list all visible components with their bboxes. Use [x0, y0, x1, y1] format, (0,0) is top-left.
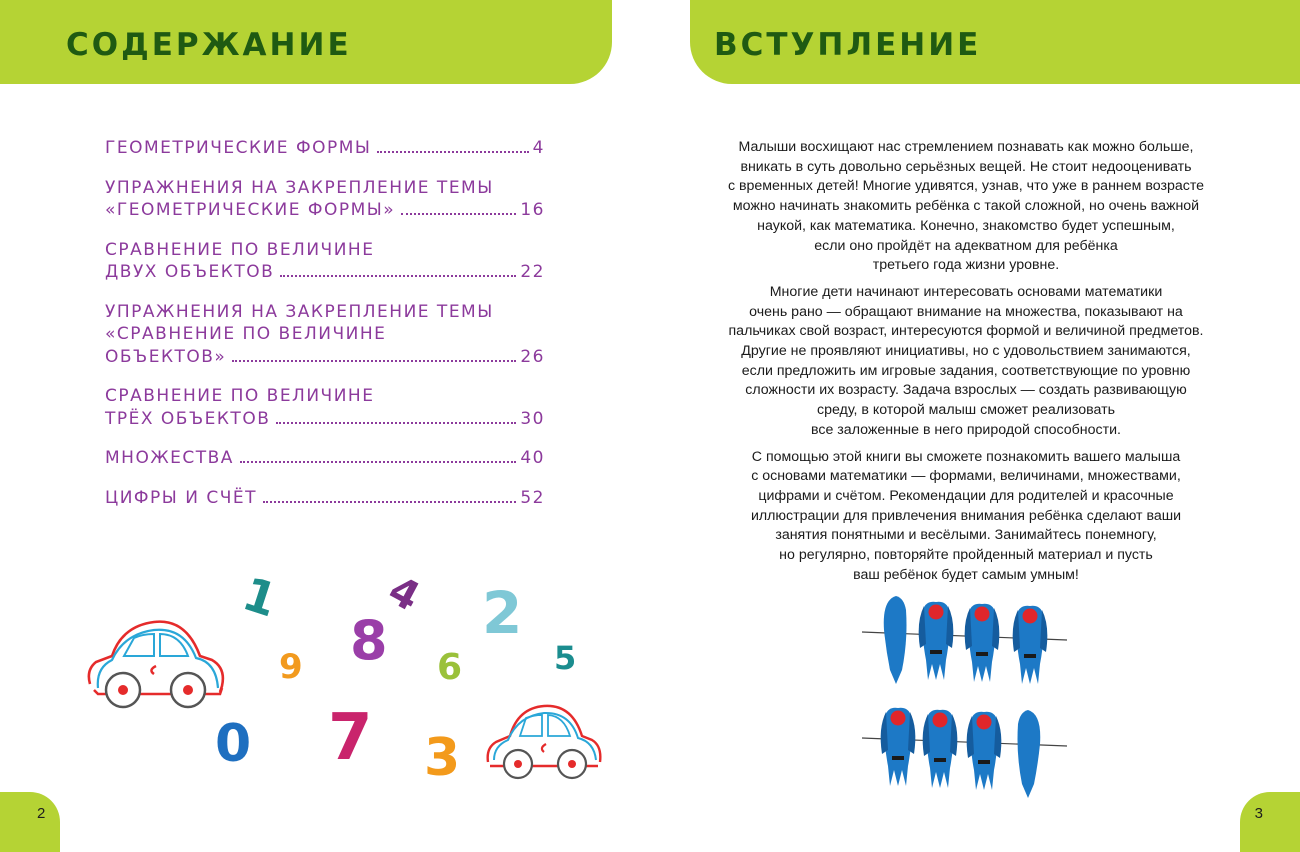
digit-0: 0 [215, 714, 252, 774]
intro-line: ваш ребёнок будет самым умным! [853, 566, 1079, 583]
intro-line: но регулярно, повторяйте пройденный материал и пусть [779, 547, 1153, 564]
toc-entry-title: УПРАЖНЕНИЯ НА ЗАКРЕПЛЕНИЕ ТЕМЫ [105, 301, 494, 322]
toc-entry-line [105, 346, 545, 369]
toc-dot-leader [232, 360, 516, 362]
left-header-band [0, 0, 612, 84]
page-number-left-text: 2 [37, 805, 46, 822]
toc-entry-line [105, 137, 545, 160]
toc-page-number: 52 [520, 487, 545, 508]
toc-entry-title: «СРАВНЕНИЕ ПО ВЕЛИЧИНЕ [105, 324, 387, 344]
toc-dot-leader [377, 151, 528, 153]
toc-dot-leader [276, 422, 516, 424]
car-illustration-left [84, 612, 229, 714]
intro-line: наукой, как математика. Конечно, знакомство будет успешным, [757, 217, 1175, 234]
intro-line: третьего года жизни уровне. [872, 257, 1060, 274]
intro-line: Малыши восхищают нас стремлением познавать как можно больше, [738, 139, 1194, 155]
intro-line: можно начинать знакомить ребёнка с такой сложной, но очень важной [732, 198, 1200, 215]
intro-line: все заложенные в него природой способности. [811, 421, 1121, 438]
intro-line: Другие не проявляют инициативы, но с удовольствием занимаются, [741, 343, 1191, 360]
car-illustration-right [484, 700, 604, 782]
toc-entry[interactable] [105, 137, 545, 160]
toc-entry-line [105, 199, 545, 222]
toc-page-number: 22 [520, 262, 545, 282]
toc-entry[interactable] [105, 177, 545, 222]
intro-line: пальчиках свой возраст, интересуются формой и величиной предметов. [728, 323, 1204, 340]
digit-5: 5 [554, 639, 577, 677]
toc-entry-line [105, 323, 545, 346]
toc-page-number: 16 [520, 200, 545, 220]
intro-line: среду, в которой малыш сможет реализовать [816, 402, 1116, 419]
toc-entry-title: ЦИФРЫ И СЧЁТ [105, 487, 257, 508]
toc-entry[interactable] [105, 447, 545, 470]
intro-line: занятия понятными и весёлыми. Занимайтесь понемногу, [775, 527, 1157, 544]
intro-line: сложности их возрасту. Задача взрослых — создать развивающую [745, 382, 1187, 399]
intro-line: иллюстрации для привлечения внимания ребёнка сделают ваши [750, 507, 1182, 524]
digit-1: 1 [236, 566, 284, 628]
digit-7: 7 [328, 701, 373, 775]
toc-dot-leader [263, 501, 516, 503]
toc-entry-line [105, 385, 545, 408]
toc-entry-title: «ГЕОМЕТРИЧЕСКИЕ ФОРМЫ» [105, 200, 396, 220]
intro-line: С помощью этой книги вы сможете познакомить вашего малыша [751, 448, 1181, 465]
toc-entry-title: УПРАЖНЕНИЯ НА ЗАКРЕПЛЕНИЕ ТЕМЫ [105, 177, 494, 198]
toc-entry-line [105, 487, 545, 510]
intro-line: с основами математики — формами, величинами, множествами, [751, 468, 1181, 485]
toc-entry-title: СРАВНЕНИЕ ПО ВЕЛИЧИНЕ [105, 239, 375, 260]
toc-entry-line [105, 447, 545, 470]
digit-4: 4 [380, 567, 428, 621]
toc-entry-line [105, 239, 545, 262]
intro-line: очень рано — обращают внимание на множества, показывают на [749, 303, 1183, 320]
toc-entry-title: ГЕОМЕТРИЧЕСКИЕ ФОРМЫ [105, 138, 372, 158]
digit-8: 8 [350, 609, 388, 672]
toc-entry-line [105, 261, 545, 284]
right-header-band [690, 0, 1300, 84]
swallows-on-wire-illustration [862, 590, 1067, 790]
intro-paragraph [706, 448, 1226, 586]
toc-page-number: 30 [520, 408, 545, 429]
intro-line: цифрами и счётом. Рекомендации для родителей и красочные [758, 487, 1174, 504]
introduction-text [706, 138, 1226, 592]
intro-line: если оно пройдёт на адекватном для ребёнка [814, 237, 1118, 254]
digit-9: 9 [279, 647, 303, 687]
toc-dot-leader [401, 213, 516, 215]
table-of-contents [105, 137, 545, 509]
toc-entry[interactable] [105, 385, 545, 430]
intro-line: если предложить им игровые задания, соответствующие по уровню [741, 362, 1191, 379]
toc-entry[interactable] [105, 487, 545, 510]
toc-page-number: 40 [520, 448, 545, 468]
intro-line: с временных детей! Многие удивятся, узнав, что уже в раннем возрасте [727, 178, 1205, 195]
contents-title: СОДЕРЖАНИЕ [66, 27, 352, 63]
intro-paragraph [706, 138, 1226, 276]
page-number-left [0, 792, 60, 852]
page-number-right [1240, 792, 1300, 852]
intro-line: вникать в суть довольно серьёзных вещей. Не стоит недооценивать [740, 158, 1192, 175]
toc-dot-leader [280, 275, 516, 277]
page-number-right-text: 3 [1254, 805, 1263, 822]
digit-2: 2 [482, 579, 523, 647]
toc-entry-line [105, 301, 545, 324]
toc-entry-title: ДВУХ ОБЪЕКТОВ [105, 262, 275, 282]
toc-entry-title: СРАВНЕНИЕ ПО ВЕЛИЧИНЕ [105, 386, 375, 406]
toc-entry-title: ОБЪЕКТОВ» [105, 346, 227, 367]
digit-3: 3 [424, 728, 461, 788]
toc-entry[interactable] [105, 239, 545, 284]
toc-page-number: 4 [532, 138, 545, 158]
toc-dot-leader [240, 461, 516, 463]
toc-entry-title: ТРЁХ ОБЪЕКТОВ [105, 408, 271, 429]
toc-page-number: 26 [520, 346, 545, 367]
toc-entry[interactable] [105, 301, 545, 369]
introduction-title: ВСТУПЛЕНИЕ [714, 27, 982, 63]
toc-entry-line [105, 177, 545, 200]
intro-paragraph [706, 283, 1226, 441]
intro-line: Многие дети начинают интересовать основами математики [769, 283, 1163, 300]
toc-entry-title: МНОЖЕСТВА [105, 448, 234, 468]
toc-entry-line [105, 408, 545, 431]
digit-6: 6 [437, 647, 463, 688]
